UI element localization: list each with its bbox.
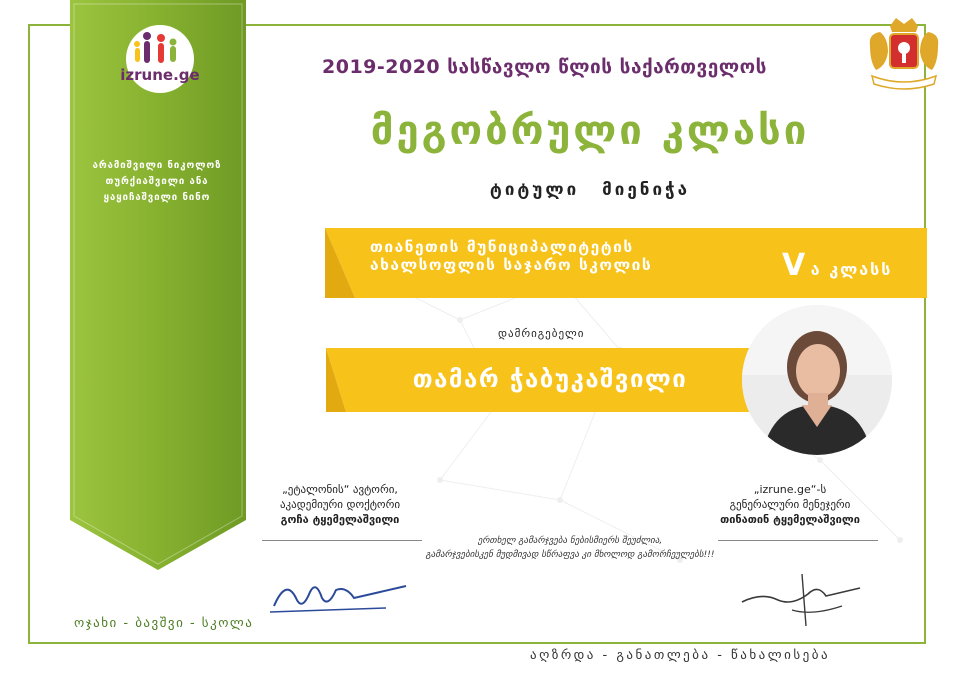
left-signatory-line2: აკადემიური დოქტორი [279, 498, 401, 511]
sponsor-names [82, 158, 232, 206]
founder-name: თამარ ჭაბუკაშვილი [412, 365, 688, 393]
izrune-logo [115, 24, 205, 94]
logo-text: izrune.ge [120, 66, 200, 84]
school-line-1: თიანეთის მუნიციპალიტეტის [370, 238, 634, 256]
main-title: მეგობრული კლასი [370, 108, 810, 154]
sponsor-name: თურქიაშვილი ანა [105, 176, 209, 187]
sponsor-name: არამიშვილი ნიკოლოზ [92, 160, 222, 171]
left-handwritten-signature [266, 568, 416, 618]
class-number: V [782, 248, 806, 283]
motto-line-1: ერთხელ გამარჯვება ნებისმიერს შეუძლია, [477, 536, 663, 546]
right-signatory-line2: გენერალური მენეჯერი [729, 498, 851, 511]
year-title: 2019-2020 სასწავლო წლის საქართველოს [322, 56, 767, 78]
school-name [370, 238, 652, 274]
left-signatory [250, 482, 430, 527]
award-label: ტიტული მიენიჭა [489, 180, 691, 200]
right-signature-line [718, 540, 878, 541]
right-signatory-name: თინათინ ტყემელაშვილი [720, 513, 860, 526]
school-line-2: ახალსოფლის საჯარო სკოლის [370, 256, 653, 274]
class-label [782, 248, 892, 283]
georgia-coat-of-arms-icon [860, 16, 948, 96]
slogan-left: ოჯახი - ბავშვი - სკოლა [74, 616, 254, 631]
left-signatory-name: გოჩა ტყემელაშვილი [280, 513, 400, 526]
motto-line-2: გამარჯვებისკენ მუდმივად სწრაფვა კი მხოლოდ გამორჩეულებს!!! [425, 550, 715, 560]
teacher-photo [742, 305, 892, 455]
sponsor-name: ყაყიჩაშვილი ნინო [103, 192, 211, 203]
left-signatory-line1: „ეტალონის“ ავტორი, [282, 483, 398, 496]
class-word: ა კლასს [810, 260, 893, 279]
right-signatory-line1: „izrune.ge“-ს [753, 483, 827, 496]
left-signature-line [262, 540, 422, 541]
slogan-bottom: აღზრდა - განათლება - წახალისება [530, 648, 831, 663]
motto-note [420, 534, 720, 562]
right-signatory [690, 482, 890, 527]
founder-label: დამრიგებელი [498, 327, 585, 340]
